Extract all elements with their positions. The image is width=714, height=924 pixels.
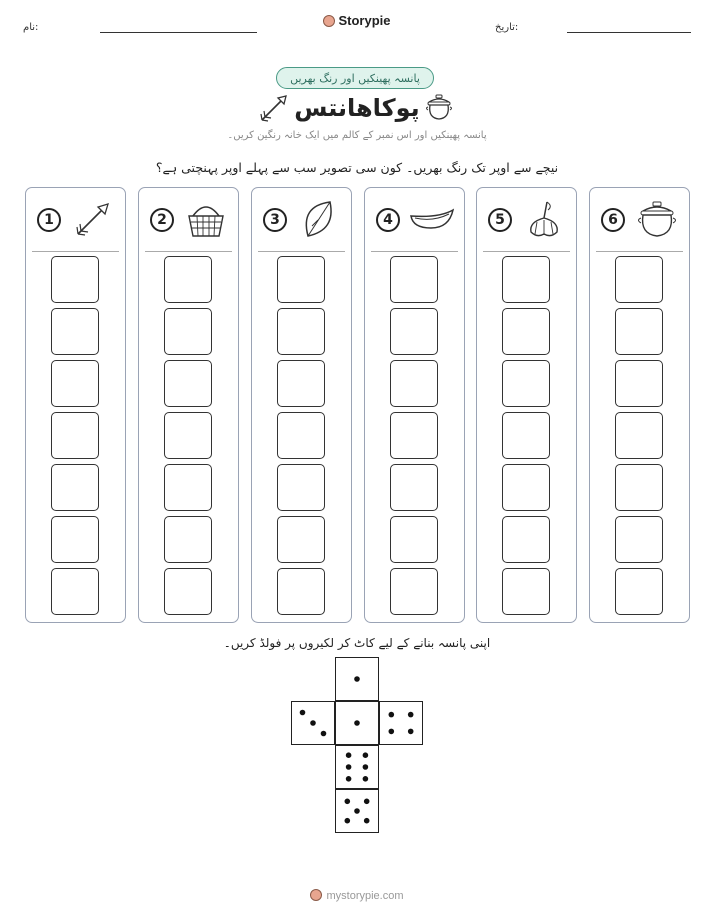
separator: [32, 251, 119, 252]
color-cell[interactable]: [502, 412, 550, 459]
column-number: 1: [37, 208, 61, 232]
color-cell[interactable]: [51, 412, 99, 459]
dice-pip: [389, 729, 395, 735]
color-cell[interactable]: [502, 256, 550, 303]
dice-face-4: [379, 701, 423, 745]
column-number: 4: [376, 208, 400, 232]
color-cell[interactable]: [390, 568, 438, 615]
dice-pip: [354, 676, 360, 682]
brand-name: Storypie: [338, 13, 391, 28]
canoe-icon: [409, 196, 455, 242]
color-cell[interactable]: [615, 308, 663, 355]
separator: [483, 251, 570, 252]
dice-pip: [345, 818, 351, 824]
dice-pip: [354, 720, 360, 726]
color-cell[interactable]: [502, 360, 550, 407]
page-title: پوکاھانتس: [294, 94, 420, 122]
column-1: [25, 187, 126, 623]
color-cell[interactable]: [390, 464, 438, 511]
color-cell[interactable]: [615, 256, 663, 303]
color-cell[interactable]: [615, 412, 663, 459]
separator: [596, 251, 683, 252]
dice-pip: [346, 776, 352, 782]
color-cell[interactable]: [277, 464, 325, 511]
color-cell[interactable]: [390, 308, 438, 355]
question-text: نیچے سے اوپر تک رنگ بھریں۔ کون سی تصویر سب سے پہلے اوپر پہنچتی ہے؟: [155, 160, 559, 175]
color-cell[interactable]: [615, 516, 663, 563]
color-cell[interactable]: [164, 516, 212, 563]
separator: [145, 251, 232, 252]
dice-pip: [363, 752, 369, 758]
color-cell[interactable]: [615, 360, 663, 407]
color-cell[interactable]: [390, 256, 438, 303]
color-cell[interactable]: [277, 568, 325, 615]
color-cell[interactable]: [51, 464, 99, 511]
dice-pip: [354, 808, 360, 814]
dice-pip: [408, 729, 414, 735]
separator: [371, 251, 458, 252]
dice-pip: [363, 764, 369, 770]
color-cell[interactable]: [277, 516, 325, 563]
footer-url[interactable]: mystorypie.com: [326, 890, 404, 902]
dice-pip: [300, 710, 306, 716]
mascot-icon: [323, 15, 335, 27]
color-cell[interactable]: [51, 308, 99, 355]
name-line[interactable]: [100, 32, 257, 33]
color-cell[interactable]: [164, 256, 212, 303]
color-cell[interactable]: [164, 412, 212, 459]
dice-face-1: [335, 657, 379, 701]
color-cell[interactable]: [277, 308, 325, 355]
footer: [0, 889, 714, 902]
color-cell[interactable]: [390, 360, 438, 407]
dice-pip: [408, 712, 414, 718]
color-cell[interactable]: [164, 308, 212, 355]
column-5: [476, 187, 577, 623]
column-number: 3: [263, 208, 287, 232]
mascot-icon: [310, 889, 322, 901]
dice-pip: [389, 712, 395, 718]
dice-face-6: [335, 745, 379, 789]
color-cell[interactable]: [164, 568, 212, 615]
column-3: [251, 187, 352, 623]
color-cell[interactable]: [51, 256, 99, 303]
bow-icon: [296, 196, 342, 242]
dice-pip: [345, 799, 351, 805]
column-number: 2: [150, 208, 174, 232]
dice-pip: [321, 731, 327, 737]
color-cell[interactable]: [277, 256, 325, 303]
pot-icon: [424, 92, 454, 126]
color-cell[interactable]: [164, 464, 212, 511]
color-cell[interactable]: [164, 360, 212, 407]
pot-icon: [634, 196, 680, 242]
arrow-icon: [70, 196, 116, 242]
name-label: نام:: [23, 22, 39, 33]
dice-pip: [363, 776, 369, 782]
color-cell[interactable]: [390, 412, 438, 459]
color-cell[interactable]: [502, 308, 550, 355]
dice-pip: [346, 752, 352, 758]
dice-face-1: [335, 701, 379, 745]
dice-pip: [364, 818, 370, 824]
dice-face-3: [291, 701, 335, 745]
date-line[interactable]: [567, 32, 691, 33]
activity-badge: پانسہ پھینکیں اور رنگ بھریں: [276, 67, 434, 89]
color-cell[interactable]: [51, 568, 99, 615]
color-cell[interactable]: [615, 464, 663, 511]
color-cell[interactable]: [502, 516, 550, 563]
color-cell[interactable]: [390, 516, 438, 563]
column-number: 6: [601, 208, 625, 232]
separator: [258, 251, 345, 252]
column-2: [138, 187, 239, 623]
dice-face-5: [335, 789, 379, 833]
column-4: [364, 187, 465, 623]
color-cell[interactable]: [615, 568, 663, 615]
subtitle: پانسہ پھینکیں اور اس نمبر کے کالم میں ایک خانہ رنگین کریں۔: [227, 130, 487, 141]
dice-pip: [346, 764, 352, 770]
color-cell[interactable]: [51, 516, 99, 563]
feather-fan-icon: [521, 196, 567, 242]
color-cell[interactable]: [277, 360, 325, 407]
dice-pip: [310, 720, 316, 726]
color-cell[interactable]: [277, 412, 325, 459]
column-6: [589, 187, 690, 623]
color-cell[interactable]: [502, 464, 550, 511]
dice-pip: [364, 799, 370, 805]
date-label: تاریخ:: [495, 22, 519, 33]
column-number: 5: [488, 208, 512, 232]
basket-icon: [183, 196, 229, 242]
dice-instruction: اپنی پانسہ بنانے کے لیے کاٹ کر لکیروں پر فولڈ کریں۔: [223, 636, 491, 650]
brand-logo: [0, 13, 714, 28]
color-cell[interactable]: [51, 360, 99, 407]
color-cell[interactable]: [502, 568, 550, 615]
